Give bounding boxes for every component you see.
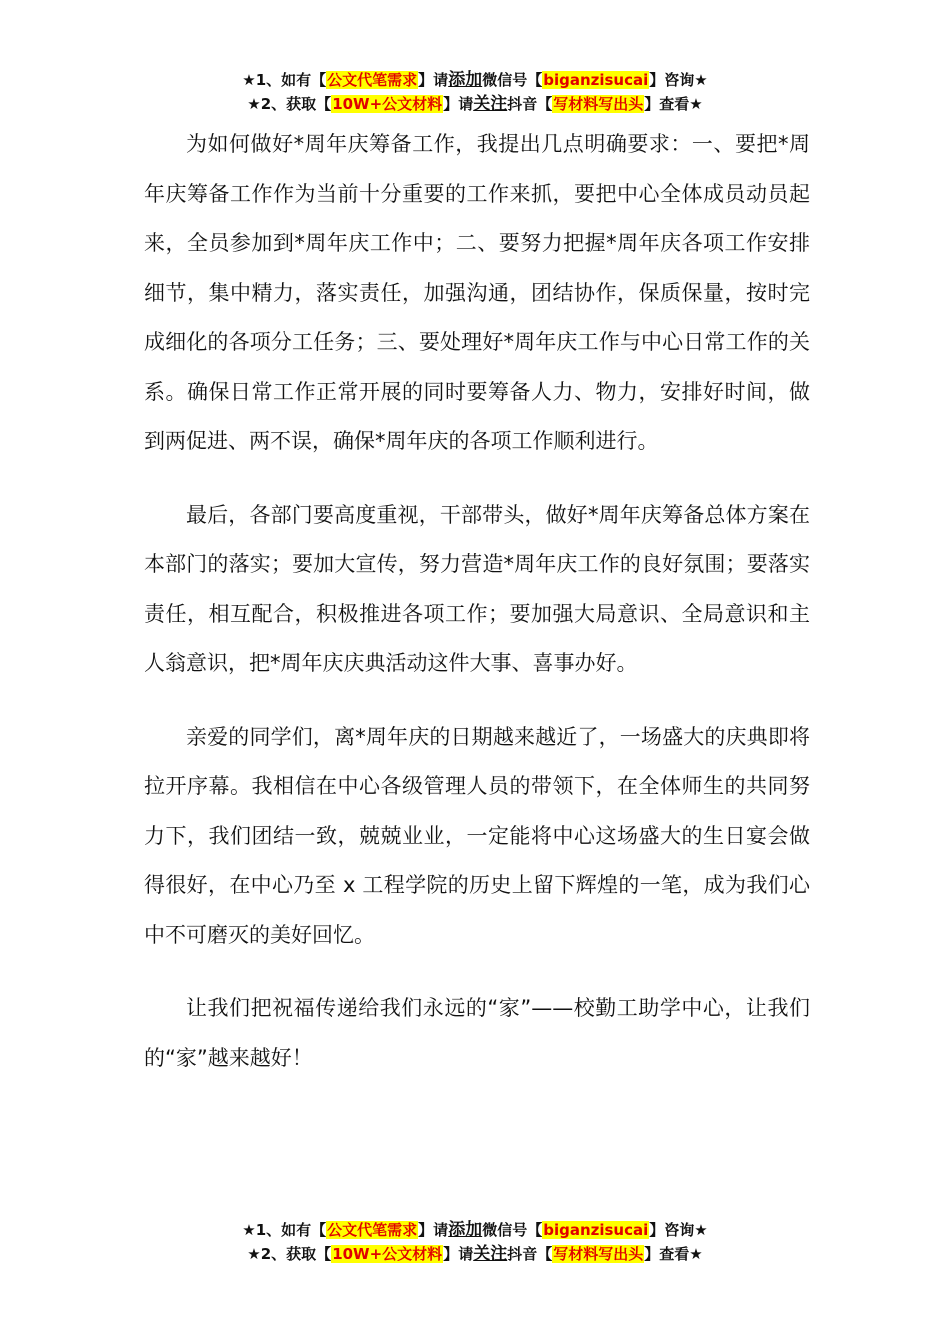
paragraph: 亲爱的同学们，离*周年庆的日期越来越近了，一场盛大的庆典即将拉开序幕。我相信在中心各级管理人员的带领下，在全体师生的共同努力下，我们团结一致，兢兢业业，一定能将中心这场盛大的生日宴会做得很好，在中心乃至 x 工程学院的历史上留下辉煌的一笔，成为我们心中不可磨灭的美好回忆。 [144,724,810,947]
banner-line-2 [0,1242,950,1266]
body-text [144,120,810,1107]
highlight-douyin: 写材料写出头 [553,1245,644,1263]
banner-text: 微信号【 [482,71,543,89]
highlight-materials: 10W+公文材料 [332,95,443,113]
banner-text: 】请 [443,1245,474,1263]
paragraph: 为如何做好*周年庆筹备工作，我提出几点明确要求：一、要把*周年庆筹备工作作为当前十分重要的工作来抓，要把中心全体成员动员起来，全员参加到*周年庆工作中；二、要努力把握*周年庆各项工作安排细节，集中精力，落实责任，加强沟通，团结协作，保质保量，按时完成细化的各项分工任务；三、要处理好*周年庆工作与中心日常工作的关系。确保日常工作正常开展的同时要筹备人力、物力，安排好时间，做到两促进、两不误，确保*周年庆的各项工作顺利进行。 [144,132,810,453]
banner-line-1 [0,68,950,92]
banner-text: 】请 [418,1221,449,1239]
highlight-service: 公文代笔需求 [327,1221,418,1239]
highlight-wechat-id: biganzisucai [543,1221,649,1239]
banner-text: ★2、获取【 [247,95,332,113]
paragraph: 让我们把祝福传递给我们永远的“家”——校勤工助学中心，让我们的“家”越来越好！ [144,996,810,1070]
banner-line-1 [0,1218,950,1242]
emphasis-follow: 关注 [473,1244,508,1264]
emphasis-add: 添加 [448,70,483,90]
highlight-service: 公文代笔需求 [327,71,418,89]
banner-text: 】查看★ [644,95,703,113]
highlight-douyin: 写材料写出头 [553,95,644,113]
highlight-wechat-id: biganzisucai [543,71,649,89]
footer-banner [0,1218,950,1266]
emphasis-follow: 关注 [473,94,508,114]
header-banner [0,68,950,116]
banner-text: 】咨询★ [649,71,708,89]
banner-text: 抖音【 [507,1245,553,1263]
banner-text: ★1、如有【 [242,71,327,89]
emphasis-add: 添加 [448,1220,483,1240]
banner-text: 微信号【 [482,1221,543,1239]
paragraph: 最后，各部门要高度重视，干部带头，做好*周年庆筹备总体方案在本部门的落实；要加大宣传，努力营造*周年庆工作的良好氛围；要落实责任，相互配合，积极推进各项工作；要加强大局意识、全局意识和主人翁意识，把*周年庆庆典活动这件大事、喜事办好。 [144,502,810,675]
highlight-materials: 10W+公文材料 [332,1245,443,1263]
banner-text: 抖音【 [507,95,553,113]
banner-text: 】请 [418,71,449,89]
banner-text: ★1、如有【 [242,1221,327,1239]
banner-text: 】请 [443,95,474,113]
banner-line-2 [0,92,950,116]
banner-text: 】咨询★ [649,1221,708,1239]
banner-text: ★2、获取【 [247,1245,332,1263]
banner-text: 】查看★ [644,1245,703,1263]
